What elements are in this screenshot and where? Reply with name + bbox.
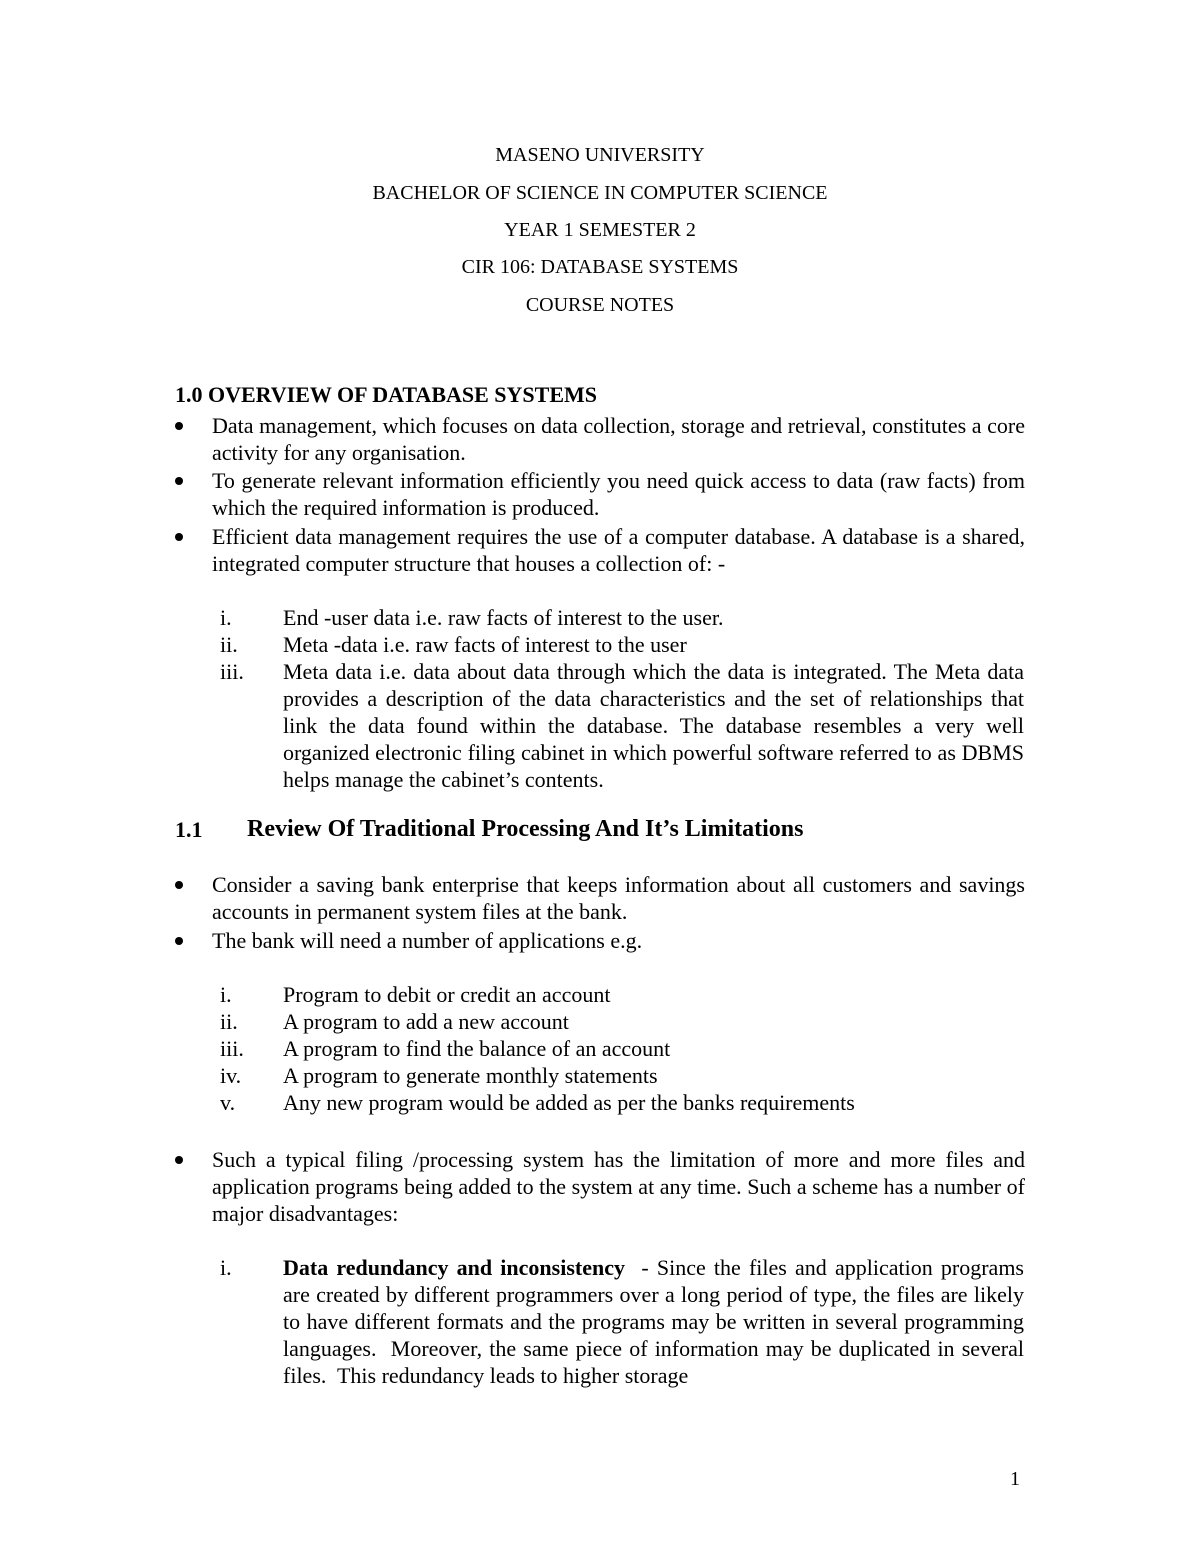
disadvantage-description: - Since the files and application programs are created by different programmers over a long period of type, the files are likely to have different formats and the programs may be written in several programming languages. Moreover, the same piece of information may be duplicated in several files. This redundancy leads to higher storage	[283, 1255, 1030, 1388]
bullet-text: Data management, which focuses on data collection, storage and retrieval, constitutes a core activity for any organisation.	[212, 413, 1025, 465]
item-text: End -user data i.e. raw facts of interest to the user.	[283, 605, 724, 630]
item-text: A program to generate monthly statements	[283, 1063, 658, 1088]
item-text: A program to add a new account	[283, 1009, 569, 1034]
item-number: v.	[220, 1090, 236, 1115]
bullet-text: Efficient data management requires the use of a computer database. A database is a shared, integrated computer structure that houses a collection of: -	[212, 524, 1025, 576]
page-number: 1	[1010, 1468, 1020, 1490]
item-number: iii.	[220, 659, 244, 684]
item-number: iii.	[220, 1036, 244, 1061]
item-number: ii.	[220, 632, 238, 657]
bullet-text: Such a typical filing /processing system has the limitation of more and more files and application programs being added to the system at any time. Such a scheme has a number of major disadvantages:	[212, 1147, 1025, 1226]
item-text	[283, 1254, 1030, 1389]
year-semester: YEAR 1 SEMESTER 2	[504, 219, 696, 241]
item-text: Program to debit or credit an account	[283, 982, 611, 1007]
bullet-icon	[175, 477, 183, 485]
item-text: Meta -data i.e. raw facts of interest to the user	[283, 632, 687, 657]
bullet-text: The bank will need a number of applications e.g.	[212, 928, 643, 953]
bullet-text: Consider a saving bank enterprise that keeps information about all customers and savings accounts in permanent system files at the bank.	[212, 872, 1025, 924]
course-title: CIR 106: DATABASE SYSTEMS	[461, 256, 739, 278]
section-number: 1.1	[175, 817, 203, 842]
bullet-icon	[175, 881, 183, 889]
item-number: ii.	[220, 1009, 238, 1034]
document-type: COURSE NOTES	[525, 294, 675, 316]
item-number: i.	[220, 982, 232, 1007]
item-number: i.	[220, 605, 232, 630]
item-number: iv.	[220, 1063, 242, 1088]
item-text: A program to find the balance of an account	[283, 1036, 671, 1061]
bullet-text: To generate relevant information efficiently you need quick access to data (raw facts) from which the required information is produced.	[212, 468, 1025, 520]
degree-title: BACHELOR OF SCIENCE IN COMPUTER SCIENCE	[372, 182, 828, 204]
disadvantage-term: Data redundancy and inconsistency	[283, 1255, 625, 1280]
bullet-icon	[175, 937, 183, 945]
bullet-icon	[175, 533, 183, 541]
section-heading-review: Review Of Traditional Processing And It’s Limitations	[247, 816, 804, 842]
bullet-icon	[175, 422, 183, 430]
item-text: Any new program would be added as per the banks requirements	[283, 1090, 855, 1115]
university-title: MASENO UNIVERSITY	[495, 144, 705, 166]
section-heading-overview: 1.0 OVERVIEW OF DATABASE SYSTEMS	[175, 382, 597, 407]
item-text: Meta data i.e. data about data through which the data is integrated. The Meta data provides a description of the data characteristics and the set of relationships that link the data found within the database. The database resembles a very well organized electronic filing cabinet in which powerful software referred to as DBMS helps manage the cabinet’s contents.	[283, 659, 1024, 792]
bullet-icon	[175, 1156, 183, 1164]
item-number: i.	[220, 1255, 232, 1280]
